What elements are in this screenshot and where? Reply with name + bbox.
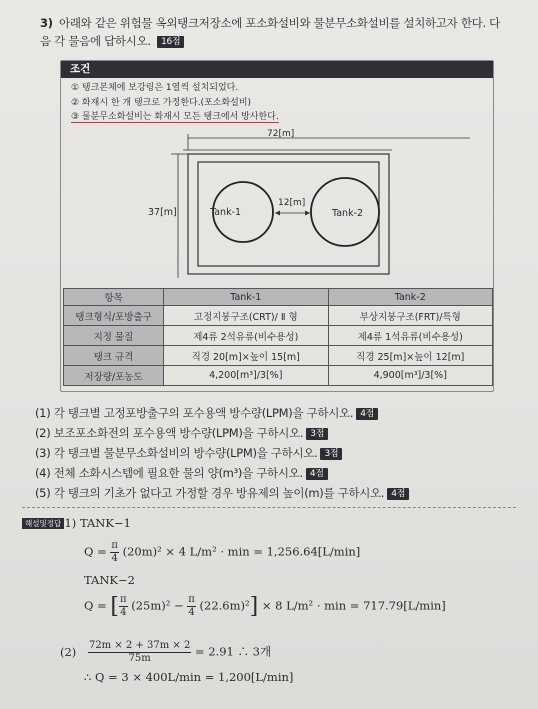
- tank2-cell: 제4류 1석유류(비수용성): [328, 326, 493, 346]
- tank1-label: Tank-1: [210, 207, 242, 218]
- row-label: 저장량/포농도: [64, 366, 164, 386]
- row-label: 탱크형식/포방출구: [64, 306, 164, 326]
- sub-question: (5) 각 탱크의 기초가 없다고 가정할 경우 방유제의 높이(m)를 구하시오. 4점: [35, 483, 515, 503]
- question-text: 아래와 같은 위험물 옥외탱크저장소에 포소화설비와 물분무소화설비를 설치하고자 한다. 다음 각 물음에 답하시오.: [40, 16, 500, 48]
- condition-item: ① 탱크본체에 보강링은 1열씩 설치되었다.: [71, 83, 239, 93]
- question-header: [40, 14, 510, 50]
- tank2-cell: 4,900[m³]/3[%]: [328, 366, 493, 386]
- sub-question: (3) 각 탱크별 물분무소화설비의 방수량(LPM)을 구하시오. 3점: [35, 443, 515, 463]
- row-label: 탱크 규격: [64, 346, 164, 366]
- answer-1-tank1-formula: Q = $\frac{\pi}{4}$ (20m)² × 4 L/m² · min = 1,256.64[L/min]: [84, 540, 361, 564]
- sub-question: (1) 각 탱크별 고정포방출구의 포수용액 방수량(LPM)을 구하시오. 4점: [35, 403, 515, 423]
- section-divider: [22, 507, 516, 508]
- conditions-title: 조건: [61, 61, 493, 78]
- score-badge: 4점: [306, 468, 328, 480]
- table-row: [64, 366, 493, 386]
- answer-badge: 해설및정답: [22, 518, 64, 529]
- row-label: 지정 물질: [64, 326, 164, 346]
- question-score-badge: 16점: [157, 36, 184, 48]
- table-header-tank2: Tank-2: [328, 289, 493, 306]
- tank-layout-diagram: [70, 128, 470, 280]
- score-badge: 4점: [356, 408, 378, 420]
- answer-1-tank2-formula: Q = [ $\frac{\pi}{4}$ (25m)² − $\frac{\pi}{4}$ (22.6m)²] × 8 L/m² · min = 717.79[L/min]: [84, 594, 446, 619]
- tank1-cell: 4,200[m³]/3[%]: [164, 366, 329, 386]
- tank1-cell: 고정지붕구조(CRT)/ Ⅱ 형: [164, 306, 329, 326]
- answer-2-final: ∴ Q = 3 × 400L/min = 1,200[L/min]: [84, 670, 294, 684]
- table-row: [64, 306, 493, 326]
- diagram-drawing: [70, 128, 470, 280]
- answer-1-tank2-label: TANK−2: [84, 573, 135, 587]
- score-badge: 4점: [387, 488, 409, 500]
- condition-item: ③ 물분무소화설비는 화재시 모든 탱크에서 방사한다.: [71, 112, 279, 122]
- sub-question: (2) 보조포소화전의 포수용액 방수량(LPM)을 구하시오. 3점: [35, 423, 515, 443]
- height-dimension-label: 37[m]: [148, 207, 177, 218]
- condition-item: ② 화재시 한 개 탱크로 가정한다.(포소화설비): [71, 97, 252, 108]
- table-header-tank1: Tank-1: [164, 289, 329, 306]
- tank2-cell: 직경 25[m]×높이 12[m]: [328, 346, 493, 366]
- table-row: [64, 326, 493, 346]
- score-badge: 3점: [306, 428, 328, 440]
- conditions-list: [61, 78, 493, 125]
- score-badge: 3점: [320, 448, 342, 460]
- tank1-cell: 제4류 2석유류(비수용성): [164, 326, 329, 346]
- tank1-cell: 직경 20[m]×높이 15[m]: [164, 346, 329, 366]
- sub-question: (4) 전체 소화시스템에 필요한 물의 양(m³)을 구하시오. 4점: [35, 463, 515, 483]
- tank2-cell: 부상지붕구조(FRT)/특형: [328, 306, 493, 326]
- tank2-label: Tank-2: [332, 208, 364, 219]
- table-header-item: 항목: [64, 289, 164, 306]
- gap-dimension-label: 12[m]: [278, 198, 306, 208]
- question-number: 3): [40, 16, 53, 30]
- width-dimension-label: 72[m]: [267, 129, 295, 139]
- tank-spec-table: [63, 288, 493, 386]
- sub-questions: [35, 403, 515, 503]
- table-header-row: [64, 289, 493, 306]
- answer-1-label: (1) TANK−1: [60, 516, 131, 530]
- table-row: [64, 346, 493, 366]
- answer-2-formula: (2) $\frac{72m \times 2 + 37m \times 2}{75m}$ = 2.91 ∴ 3개: [60, 640, 272, 664]
